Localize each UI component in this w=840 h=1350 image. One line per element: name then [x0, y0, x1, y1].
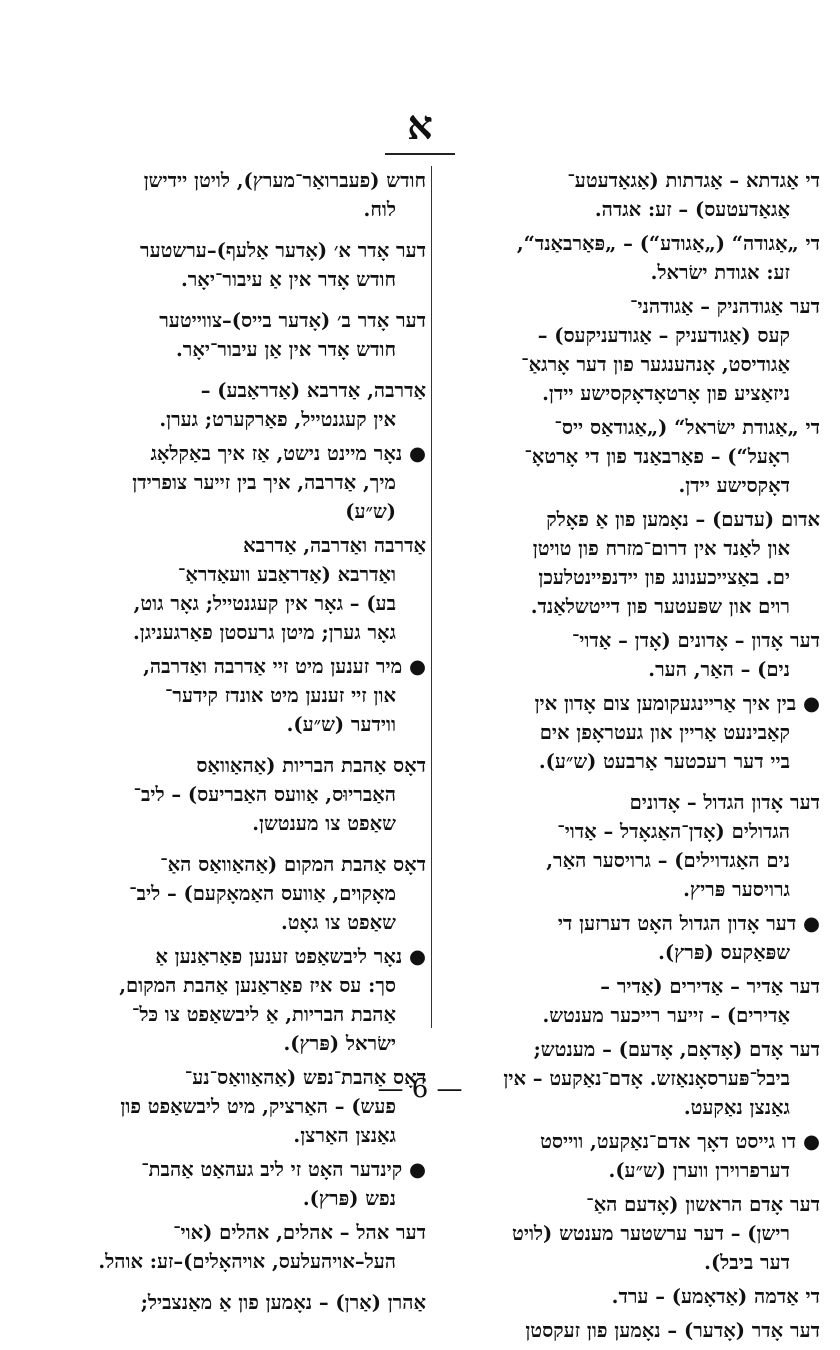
dictionary-entry: [436, 505, 820, 621]
entry-line: דער אַגודהניק – אַגודהני־: [629, 295, 820, 318]
entry-line: אַהרן (אַרן) – נאָמען פון אַ מאַנצביל;: [140, 1291, 426, 1314]
entry-line: מיך, אַדרבה, איך בין זייער צופרידן: [132, 471, 396, 494]
entry-line: רוים און שפּעטער פון דייטשלאַנד.: [530, 595, 790, 618]
entry-line: דאָקסישע יידן.: [678, 474, 790, 497]
dictionary-entry: [436, 626, 820, 684]
dictionary-entry: [436, 413, 820, 500]
entry-line: ביי דער רעכטער אַרבעט (ש״ע).: [538, 750, 790, 773]
entry-line: הגדולים (אָדן־האַגאָדל – אַדוי־: [557, 820, 790, 843]
entry-line: די „אַגודת ישׂראל“ („אַגודאַס ייס־: [554, 416, 820, 439]
entry-line: ניזאַציע פון אָרטאָדאָקסישע יידן.: [542, 382, 790, 405]
dictionary-entry: [436, 1190, 820, 1277]
entry-line: קעס (אַגודעניק – אַגודעניקעס) –: [537, 324, 790, 347]
dictionary-entry: [56, 166, 426, 224]
entry-line: אדום (עדעם) – נאָמען פון אַ פאָלק: [546, 508, 820, 531]
entry-line: מאָקוים, אַוועס האַמאָקעם) – ליב־: [129, 882, 396, 905]
entry-line: אַגודיסט, אָנהענגער פון דער אָרגאַ־: [521, 353, 790, 376]
entry-line: דער ביבל).: [704, 1251, 790, 1274]
entry-line: נפש (פּרץ).: [302, 1187, 396, 1210]
entry-line: ביבל־פּערסאָנאַזש. אָדם־נאַקעט – אין: [503, 1067, 790, 1090]
entry-line: אַדרבה, אַדרבא (אַדראַבע) –: [200, 379, 426, 402]
dictionary-entry: [436, 1127, 820, 1185]
entry-line: אין קעגנטייל, פאַרקערט; גערן.: [159, 408, 396, 431]
entry-line: קאַבינעט אַריין און געטראָפן אים: [539, 721, 790, 744]
entry-line: ● בין איך אַריינגעקומען צום אָדון אין: [534, 692, 820, 715]
entry-line: אַדרבה ואַדרבה, אַדרבא: [243, 534, 426, 557]
entry-line: שאַפט צו מענטשן.: [252, 812, 396, 835]
entry-line: לוח.: [363, 198, 396, 221]
entry-line: די „אַגודה“ („אַגודע“) – „פּאַרבאַנד“,: [516, 232, 820, 255]
entry-line: דערפרוירן ווערן (ש״ע).: [608, 1159, 790, 1182]
entry-line: דער אָדר ב׳ (אָדער בייס)–צווייטער: [159, 309, 426, 332]
dictionary-entry: [436, 166, 820, 224]
dictionary-entry: [56, 1155, 426, 1213]
entry-line: חודש אָדר אין אַן עיבור־יאָר.: [175, 338, 396, 361]
entry-line: דער אָדם (אָדאָם, אָדעם) – מענטש;: [533, 1038, 820, 1061]
dictionary-entry: [436, 689, 820, 776]
entry-line: דער אהל – אהלים, אהלים (אוי־: [173, 1221, 426, 1244]
entry-line: האַבריוּס, אַוועס האַבריעס) – ליב־: [133, 783, 396, 806]
column-divider: [431, 166, 432, 1028]
dictionary-entry: [56, 439, 426, 526]
entry-line: אַהבת הבריות, אַ ליבשאַפט צו כּל־: [131, 1003, 396, 1026]
entry-line: אַגאַדעטעס) – זע: אגדה.: [594, 198, 790, 221]
section-letter: א: [407, 102, 433, 149]
entry-line: שפּאַקעס (פּרץ).: [658, 941, 790, 964]
entry-line: ● נאָר ליבשאַפט זענען פאַראַנען אַ: [155, 945, 426, 968]
entry-line: (ש״ע): [345, 500, 396, 523]
dictionary-entry: [56, 942, 426, 1058]
dictionary-entry: [56, 850, 426, 937]
entry-line: דער אָדון הגדול – אָדונים: [629, 791, 820, 814]
entry-line: חודש אָדר אין אַ עיבור־יאָר.: [180, 268, 396, 291]
entry-line: ● דו גייסט דאָך אדם־נאַקעט, ווייסט: [540, 1130, 820, 1153]
dictionary-entry: [436, 909, 820, 967]
entry-line: סך: עס איז פאַראַנען אַהבת המקום,: [119, 974, 396, 997]
header-rule: [385, 153, 455, 155]
entry-line: דאָס אַהבת־נפש (אַהאַוואַס־נע־: [184, 1066, 426, 1089]
entry-line: דער אַדיר – אַדירים (אַדיר –: [600, 975, 820, 998]
dictionary-entry: [56, 531, 426, 647]
entry-line: דאָס אַהבת המקום (אַהאַוואַס האַ־: [160, 853, 426, 876]
entry-line: ישׂראל (פּרץ).: [283, 1032, 396, 1055]
entry-line: דער אָדון – אָדונים (אָדן – אַדוי־: [571, 629, 820, 652]
entry-line: ● נאָר מיינט נישט, אַז איך באַקלאָג: [150, 442, 426, 465]
entry-line: דאָס אַהבת הבריות (אַהאַוואַס: [196, 754, 426, 777]
entry-line: ים. באַצייכענונג פון יידנפיינטלעכן: [538, 566, 790, 589]
entry-line: גאָר גערן; מיטן גרעסטן פאַרגעניגן.: [132, 621, 396, 644]
entry-line: ● קינדער האָט זי ליב געהאַט אַהבת־: [141, 1158, 426, 1181]
left-column: [56, 166, 426, 1322]
entry-line: העל–אויהעלעס, אויהאָלים)–זע: אוהל.: [98, 1250, 396, 1273]
dictionary-entry: [56, 376, 426, 434]
dictionary-entry: [56, 1288, 426, 1317]
entry-line: גאַנצן נאַקעט.: [683, 1096, 790, 1119]
entry-line: חודש (פעברואַר־מערץ), לויטן יידישן: [143, 169, 426, 192]
right-column: [436, 166, 820, 1350]
dictionary-entry: [436, 1316, 820, 1345]
entry-line: נים) – האַר, הער.: [648, 658, 790, 681]
entry-line: דער אָדר (אָדער) – נאָמען פון זעקסטן: [525, 1319, 820, 1342]
entry-line: ראָעל“) – פאַרבאַנד פון די אָרטאָ־: [524, 445, 790, 468]
dictionary-entry: [56, 1218, 426, 1276]
entry-line: און זיי זענען מיט אונדז קידער־: [164, 684, 396, 707]
entry-line: ואַדרבא (אַדראַבע וועאַדראַ־: [177, 563, 396, 586]
dictionary-entry: [56, 751, 426, 838]
entry-line: דער אָדר א׳ (אָדער אַלעף)–ערשטער: [140, 239, 426, 262]
entry-line: ● דער אָדון הגדול האָט דערזען די: [557, 912, 820, 935]
entry-line: ווידער (ש״ע).: [286, 713, 396, 736]
dictionary-entry: [436, 972, 820, 1030]
entry-line: אַדירים) – זייער רייכער מענטש.: [542, 1004, 790, 1027]
dictionary-entry: [56, 306, 426, 364]
entry-line: די אַדמה (אַדאָמע) – ערד.: [611, 1285, 820, 1308]
entry-line: שאַפט צו גאָט.: [280, 911, 396, 934]
entry-line: גרויסער פּריץ.: [683, 878, 790, 901]
entry-line: דער אָדם הראשון (אָדעם האַ־: [586, 1193, 820, 1216]
dictionary-entry: [436, 788, 820, 904]
dictionary-entry: [436, 229, 820, 287]
entry-line: פעש) – האַרציק, מיט ליבשאַפט פון: [120, 1095, 396, 1118]
dictionary-entry: [436, 292, 820, 408]
entry-line: בע) – גאָר אין קעגנטייל; גאָר גוט,: [133, 592, 396, 615]
entry-line: ● מיר זענען מיט זיי אַדרבה ואַדרבה,: [143, 655, 426, 678]
entry-line: זע: אגודת ישׂראל.: [650, 261, 790, 284]
entry-line: און לאַנד אין דרום־מזרח פון טויטן: [532, 537, 790, 560]
entry-line: נים האַגדוילים) – גרויסער האַר,: [546, 849, 790, 872]
page-number: — 6 —: [377, 1074, 463, 1104]
dictionary-entry: [56, 652, 426, 739]
entry-line: גאַנצן האַרצן.: [293, 1124, 396, 1147]
dictionary-entry: [56, 236, 426, 294]
entry-line: די אַגדתא – אַגדתות (אַגאַדעטע־: [567, 169, 820, 192]
dictionary-entry: [436, 1282, 820, 1311]
entry-line: רישן) – דער ערשטער מענטש (לויט: [512, 1222, 790, 1245]
